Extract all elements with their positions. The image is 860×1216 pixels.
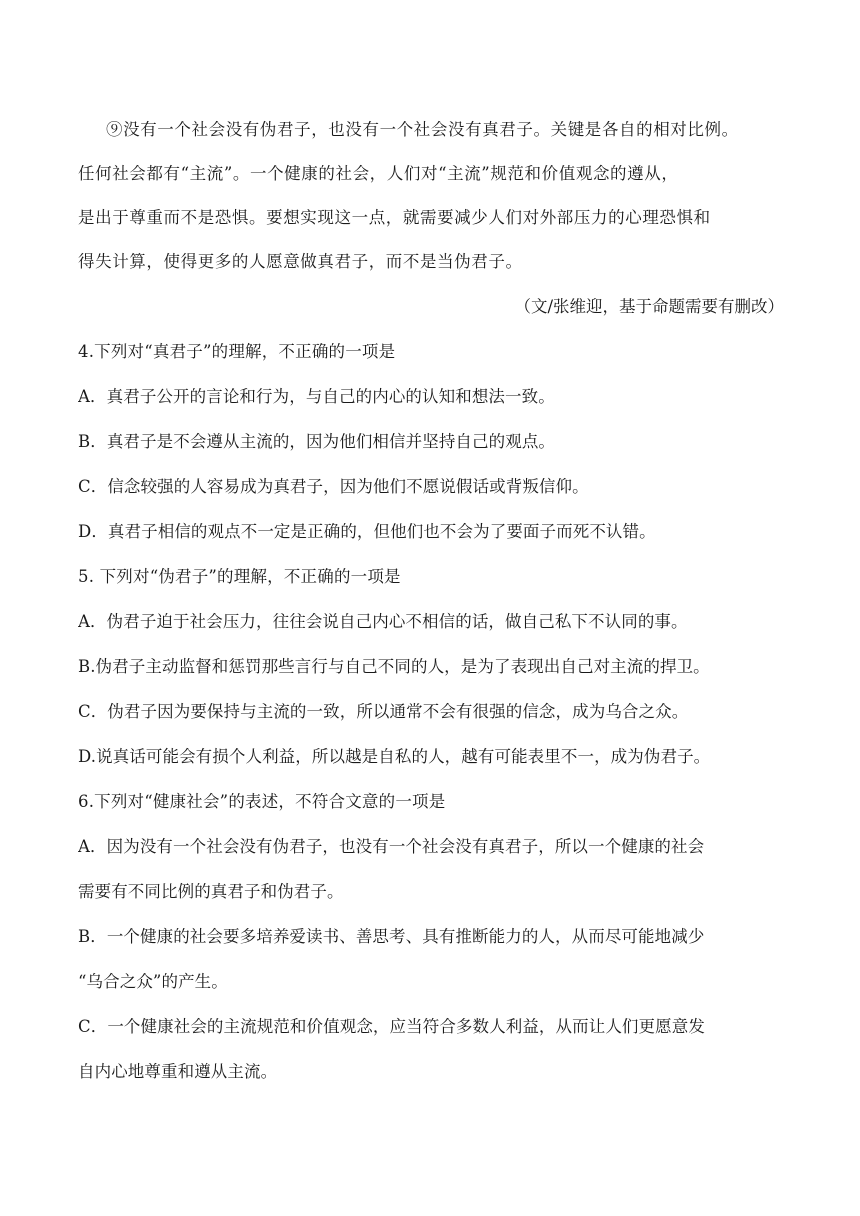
option-b: B．真君子是不会遵从主流的，因为他们相信并坚持自己的观点。	[78, 432, 556, 451]
option-d: D.说真话可能会有损个人利益，所以越是自私的人，越有可能表里不一，成为伪君子。	[78, 747, 711, 766]
option-d: D．真君子相信的观点不一定是正确的，但他们也不会为了要面子而死不认错。	[78, 522, 656, 541]
option-a: A．因为没有一个社会没有伪君子，也没有一个社会没有真君子，所以一个健康的社会	[78, 837, 705, 856]
option-c: C．伪君子因为要保持与主流的一致，所以通常不会有很强的信念，成为乌合之众。	[78, 702, 689, 721]
source-attribution: （文/张维迎，基于命题需要有删改）	[514, 297, 784, 316]
option-a-continued: 需要有不同比例的真君子和伪君子。	[78, 882, 344, 901]
passage-line: 是出于尊重而不是恐惧。要想实现这一点，就需要减少人们对外部压力的心理恐惧和	[78, 208, 711, 227]
option-a: A．伪君子迫于社会压力，往往会说自己内心不相信的话，做自己私下不认同的事。	[78, 612, 688, 631]
option-b: B．一个健康的社会要多培养爱读书、善思考、具有推断能力的人，从而尽可能地减少	[78, 927, 705, 946]
question-stem: 5. 下列对“伪君子”的理解，不正确的一项是	[78, 567, 401, 586]
question-stem: 6.下列对“健康社会”的表述，不符合文意的一项是	[78, 792, 446, 811]
option-c: C．信念较强的人容易成为真君子，因为他们不愿说假话或背叛信仰。	[78, 477, 589, 496]
passage-line: ⑨没有一个社会没有伪君子，也没有一个社会没有真君子。关键是各自的相对比例。	[106, 120, 739, 139]
option-b-continued: “乌合之众”的产生。	[78, 972, 228, 991]
option-c: C．一个健康社会的主流规范和价值观念，应当符合多数人利益，从而让人们更愿意发	[78, 1017, 705, 1036]
option-c-continued: 自内心地尊重和遵从主流。	[78, 1062, 278, 1081]
option-b: B.伪君子主动监督和惩罚那些言行与自己不同的人，是为了表现出自己对主流的捍卫。	[78, 657, 710, 676]
passage-line: 任何社会都有“主流”。一个健康的社会，人们对“主流”规范和价值观念的遵从，	[78, 164, 679, 183]
option-a: A．真君子公开的言论和行为，与自己的内心的认知和想法一致。	[78, 387, 555, 406]
passage-line: 得失计算，使得更多的人愿意做真君子，而不是当伪君子。	[78, 252, 523, 271]
question-stem: 4.下列对“真君子”的理解，不正确的一项是	[78, 342, 396, 361]
